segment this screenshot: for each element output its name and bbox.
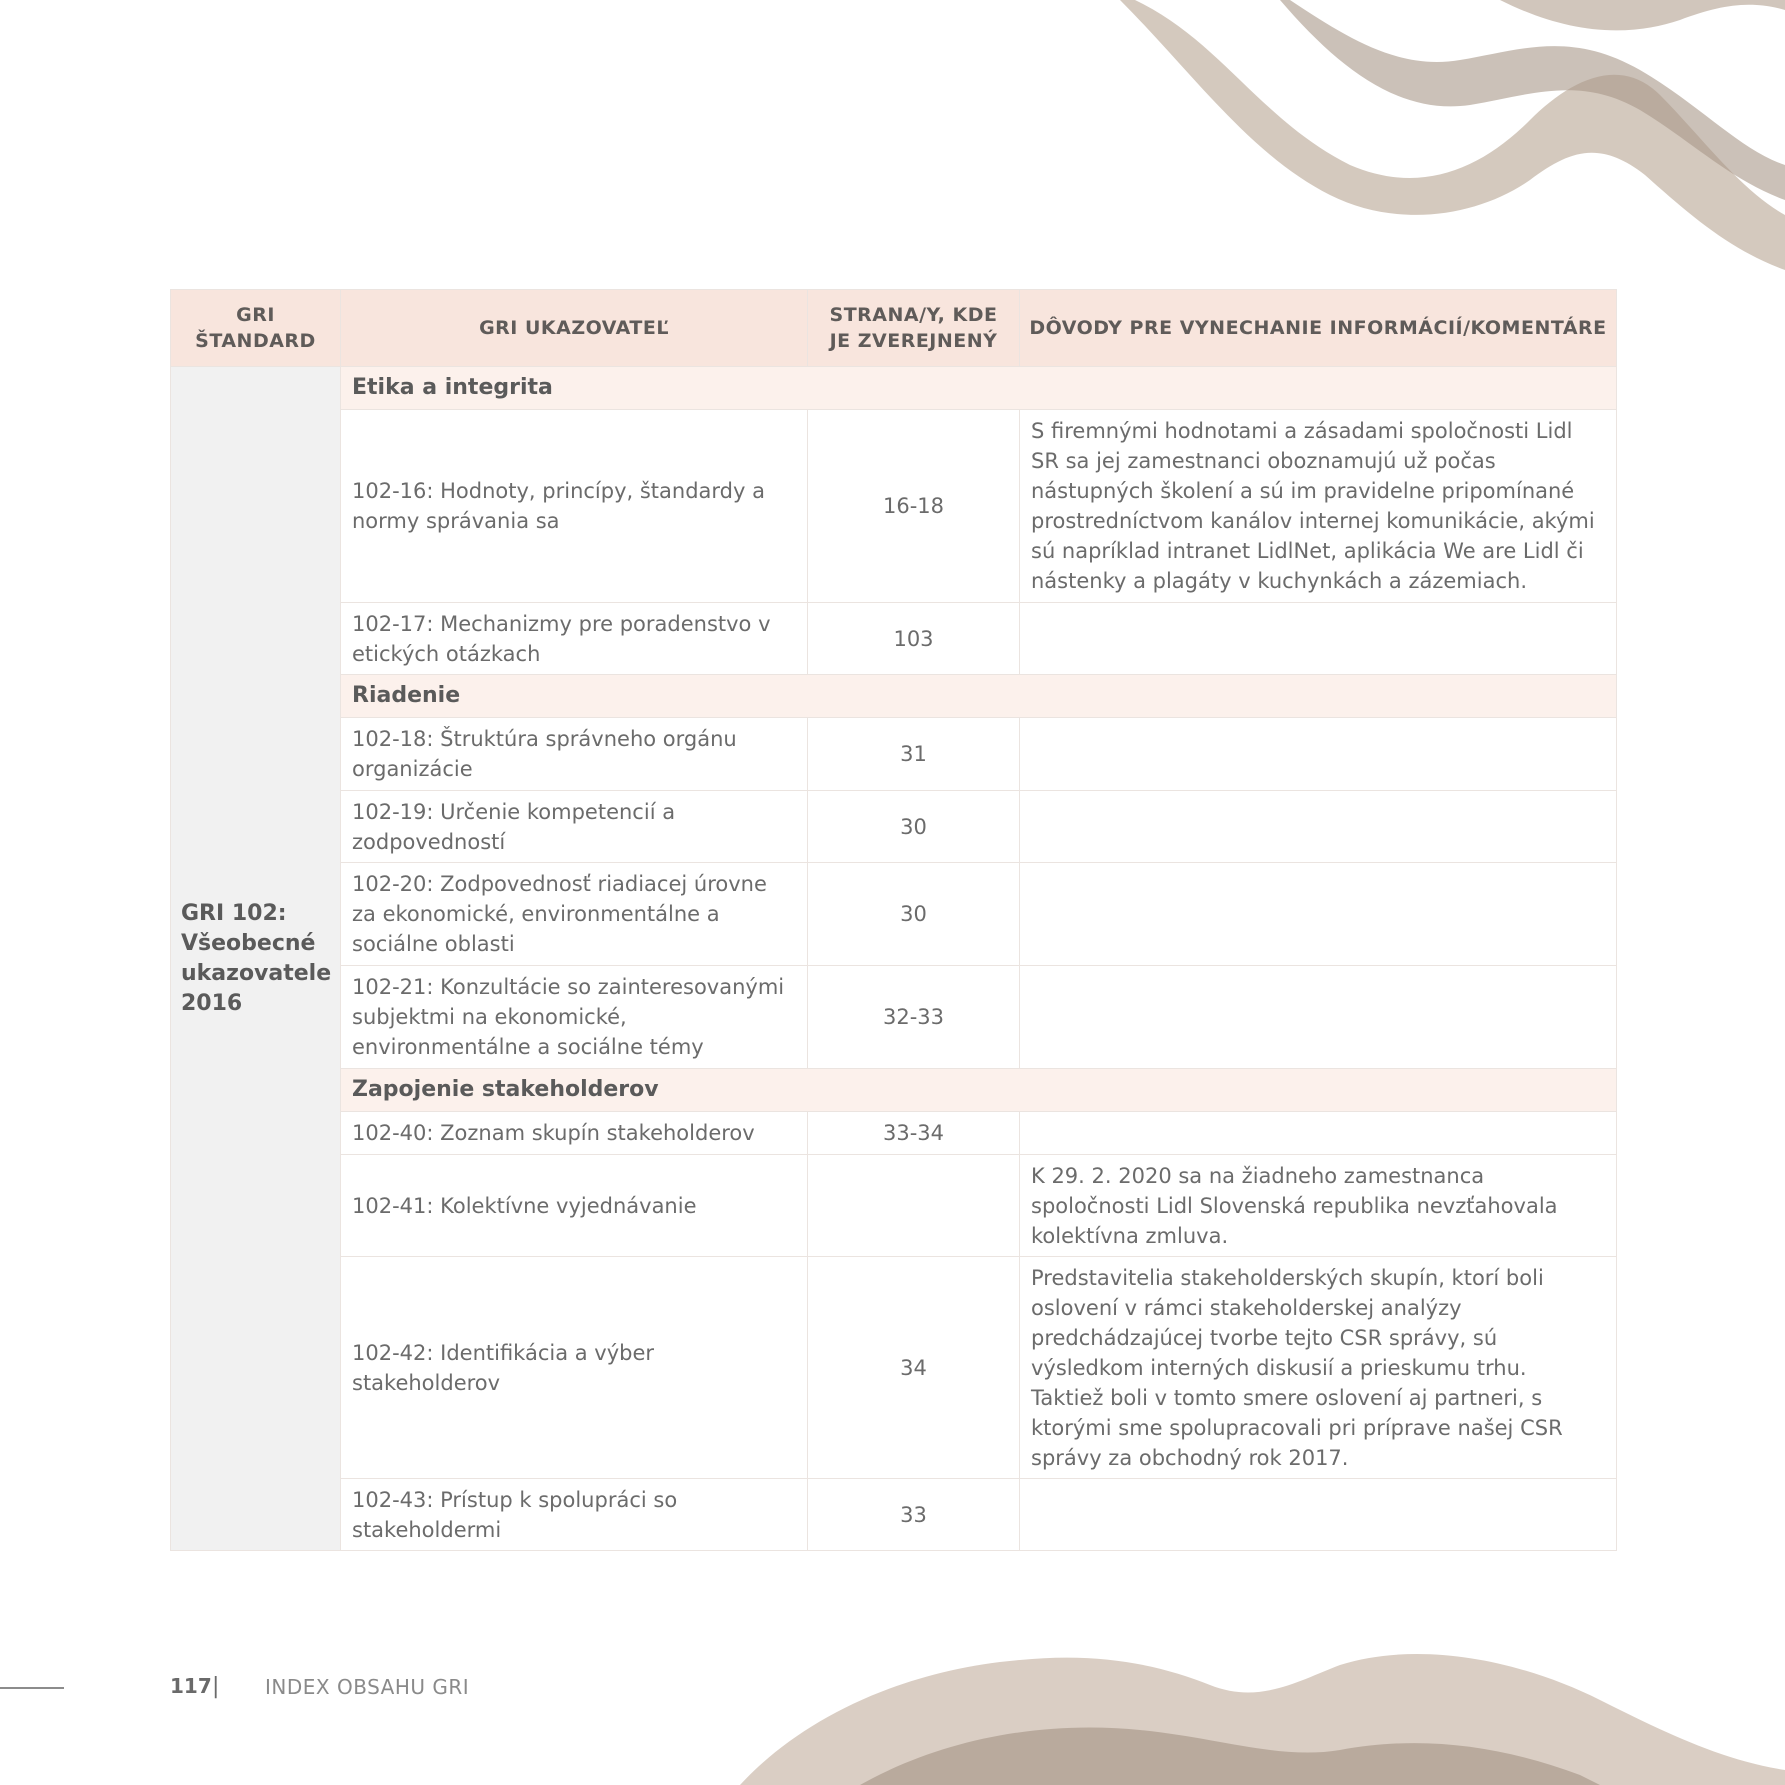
footer-separator: | <box>212 1674 220 1699</box>
pages-cell: 16-18 <box>808 410 1020 603</box>
table-row <box>171 1155 1617 1257</box>
indicator-cell: 102-20: Zodpovednosť riadiacej úrovne za ekonomické, environmentálne a sociálne oblasti <box>341 863 808 966</box>
pages-cell <box>808 1155 1020 1257</box>
pages-cell: 33-34 <box>808 1112 1020 1155</box>
indicator-cell: 102-16: Hodnoty, princípy, štandardy a normy správania sa <box>341 410 808 603</box>
pages-cell: 30 <box>808 791 1020 863</box>
decorative-wave-top <box>1100 0 1785 270</box>
indicator-cell: 102-42: Identifikácia a výber stakeholderov <box>341 1257 808 1479</box>
pages-cell: 30 <box>808 863 1020 966</box>
comment-cell: K 29. 2. 2020 sa na žiadneho zamestnanca spoločnosti Lidl Slovenská republika nevzťahovala kolektívna zmluva. <box>1020 1155 1617 1257</box>
section-title-stakeholders: Zapojenie stakeholderov <box>341 1069 1617 1112</box>
decorative-wave-bottom <box>740 1640 1785 1785</box>
pages-cell: 31 <box>808 718 1020 791</box>
comment-cell: Predstavitelia stakeholderských skupín, ktorí boli oslovení v rámci stakeholderskej analýzy predchádzajúcej tvorbe tejto CSR správy, sú výsledkom interných diskusií a prieskumu trhu. Taktiež boli v tomto smere oslovení aj partneri, s ktorými sme spolupracovali pri príprave našej CSR správy za obchodný rok 2017. <box>1020 1257 1617 1479</box>
indicator-cell: 102-21: Konzultácie so zainteresovanými subjektmi na ekonomické, environmentálne a sociálne témy <box>341 966 808 1069</box>
comment-cell <box>1020 1479 1617 1551</box>
comment-cell <box>1020 603 1617 675</box>
section-row <box>171 1069 1617 1112</box>
comment-cell <box>1020 863 1617 966</box>
comment-cell <box>1020 718 1617 791</box>
table-row <box>171 966 1617 1069</box>
table-row <box>171 410 1617 603</box>
gri-standard-cell: GRI 102: Všeobecné ukazovatele 2016 <box>171 367 341 1551</box>
page-number: 117 <box>170 1674 212 1698</box>
footer-rule <box>0 1687 64 1689</box>
pages-cell: 32-33 <box>808 966 1020 1069</box>
footer-section-title: INDEX OBSAHU GRI <box>265 1675 470 1699</box>
indicator-cell: 102-19: Určenie kompetencií a zodpovedností <box>341 791 808 863</box>
table-row <box>171 718 1617 791</box>
indicator-cell: 102-18: Štruktúra správneho orgánu organizácie <box>341 718 808 791</box>
pages-cell: 103 <box>808 603 1020 675</box>
section-row <box>171 367 1617 410</box>
table-header-row <box>171 290 1617 367</box>
header-gri-standard: GRI ŠTANDARD <box>171 290 341 367</box>
indicator-cell: 102-17: Mechanizmy pre poradenstvo v etických otázkach <box>341 603 808 675</box>
table-row <box>171 1257 1617 1479</box>
header-comments: DÔVODY PRE VYNECHANIE INFORMÁCIÍ/KOMENTÁRE <box>1020 290 1617 367</box>
indicator-cell: 102-43: Prístup k spolupráci so stakeholdermi <box>341 1479 808 1551</box>
table-row <box>171 603 1617 675</box>
pages-cell: 34 <box>808 1257 1020 1479</box>
indicator-cell: 102-41: Kolektívne vyjednávanie <box>341 1155 808 1257</box>
indicator-cell: 102-40: Zoznam skupín stakeholderov <box>341 1112 808 1155</box>
section-title-ethics: Etika a integrita <box>341 367 1617 410</box>
comment-cell <box>1020 966 1617 1069</box>
header-pages: STRANA/Y, KDE JE ZVEREJNENÝ <box>808 290 1020 367</box>
table-row <box>171 863 1617 966</box>
table-row <box>171 1479 1617 1551</box>
section-title-governance: Riadenie <box>341 675 1617 718</box>
gri-index-table <box>170 289 1617 1551</box>
section-row <box>171 675 1617 718</box>
table-row <box>171 791 1617 863</box>
comment-cell: S firemnými hodnotami a zásadami spoločnosti Lidl SR sa jej zamestnanci oboznamujú už počas nástupných školení a sú im pravidelne pripomínané prostredníctvom kanálov internej komunikácie, akými sú napríklad intranet LidlNet, aplikácia We are Lidl či nástenky a plagáty v kuchynkách a zázemiach. <box>1020 410 1617 603</box>
pages-cell: 33 <box>808 1479 1020 1551</box>
table-row <box>171 1112 1617 1155</box>
comment-cell <box>1020 791 1617 863</box>
header-gri-indicator: GRI UKAZOVATEĽ <box>341 290 808 367</box>
comment-cell <box>1020 1112 1617 1155</box>
